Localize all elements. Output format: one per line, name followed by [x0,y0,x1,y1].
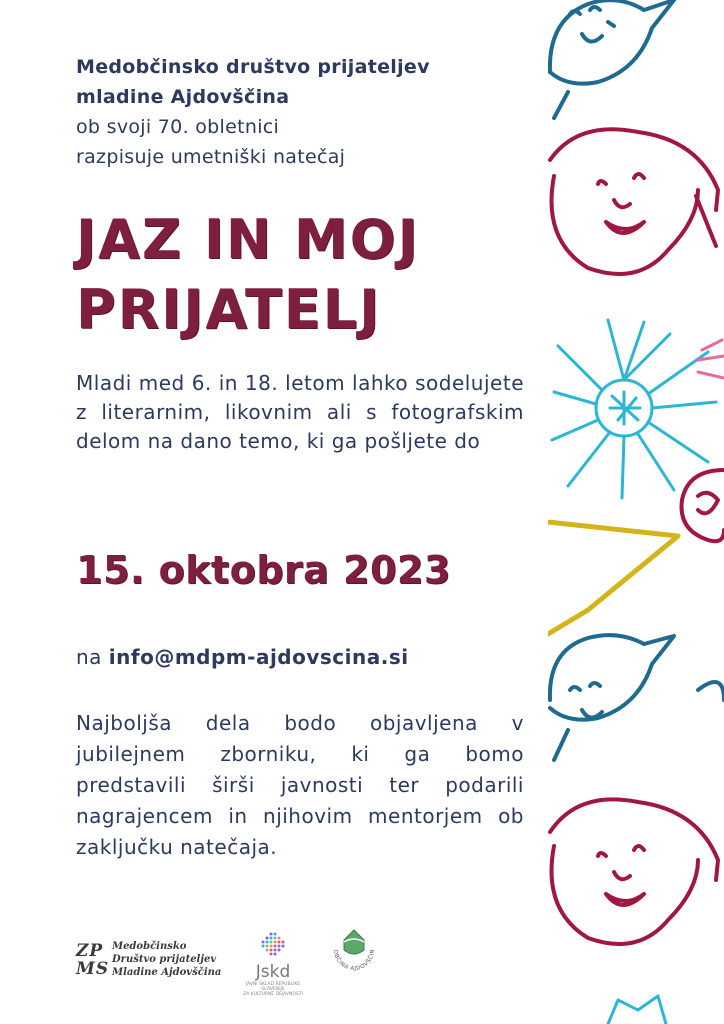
jskd-dot [278,941,281,944]
zpms-line2: Društvo prijateljev [112,954,217,965]
flower-drawing [552,320,716,498]
obcina-crest-icon [326,928,382,992]
organizer-name-line1: Medobčinsko društvo prijateljev [76,56,430,78]
crimson-flower-drawing [682,470,724,541]
boy-face-drawing-bottom [550,635,724,760]
title-line2: PRIJATELJ [76,278,382,341]
jskd-dots-icon [259,930,287,958]
submission-line [76,645,409,669]
jskd-dot [274,945,277,948]
jskd-dot [262,945,265,948]
jskd-dot [278,937,281,940]
decorative-drawings [548,0,724,1024]
obcina-logo [326,928,382,996]
jskd-dot [270,941,273,944]
jskd-logo [238,930,308,997]
yellow-line-drawing [548,522,678,634]
jskd-dot [270,949,273,952]
jskd-dot [274,933,277,936]
zpms-line1: Medobčinsko [112,941,187,952]
jskd-dot [282,941,285,944]
girl-face-drawing-2 [550,799,718,944]
jskd-dot [270,933,273,936]
zpms-text [112,940,221,979]
jskd-name: Jskd [255,962,291,982]
zpms-logo [76,940,221,979]
bottom-partial-drawing [608,996,666,1024]
jskd-sub1: JAVNI SKLAD REPUBLIKE SLOVENIJE [245,982,301,992]
jskd-dot [274,937,277,940]
email-prefix: na [76,645,109,669]
jskd-dot [266,949,269,952]
zpms-line3: Mladine Ajdovščina [112,967,222,978]
zpms-monogram [76,942,112,978]
jskd-sub2: ZA KULTURNE DEJAVNOSTI [243,992,303,997]
intro-text [76,52,516,172]
publication-paragraph: Najboljša dela bodo objavljena v jubilejnem zborniku, ki ga bomo predstavili širši javnosti ter podarili nagrajencem in njihovim mentorjem ob zaključku natečaja. [76,711,524,859]
jskd-dot [266,945,269,948]
deadline-date: 15. oktobra 2023 [76,548,451,592]
contest-title [76,205,546,345]
jskd-dot [274,949,277,952]
jskd-dot [270,937,273,940]
jskd-dot [274,941,277,944]
boy-face-drawing-top [550,0,674,118]
obcina-text: OBČINA AJDOVŠČIN [331,948,377,973]
jskd-dot [262,941,265,944]
zpms-mark-top: ZP [76,940,104,961]
jskd-dot [266,937,269,940]
zpms-mark-bottom: MS [76,958,110,979]
sponsor-logos [76,930,406,997]
pink-flower-drawing [698,340,724,378]
jskd-dot [266,941,269,944]
girl-face-drawing-1 [550,129,718,274]
jskd-dot [270,953,273,956]
jskd-dot [278,945,281,948]
anniversary-line: ob svoji 70. obletnici [76,116,280,138]
jskd-dot [274,953,277,956]
organizer-name-line2: mladine Ajdovščina [76,86,290,108]
jskd-dot [282,945,285,948]
jskd-dot [278,949,281,952]
title-line1: JAZ IN MOJ [76,208,420,271]
email-link[interactable]: info@mdpm-ajdovscina.si [108,645,409,669]
eligibility-paragraph: Mladi med 6. in 18. letom lahko sodelujete z literarnim, likovnim ali s fotografskim delom na dano temo, ki ga pošljete do [76,371,524,453]
announcement-line: razpisuje umetniški natečaj [76,146,346,168]
jskd-dot [270,945,273,948]
